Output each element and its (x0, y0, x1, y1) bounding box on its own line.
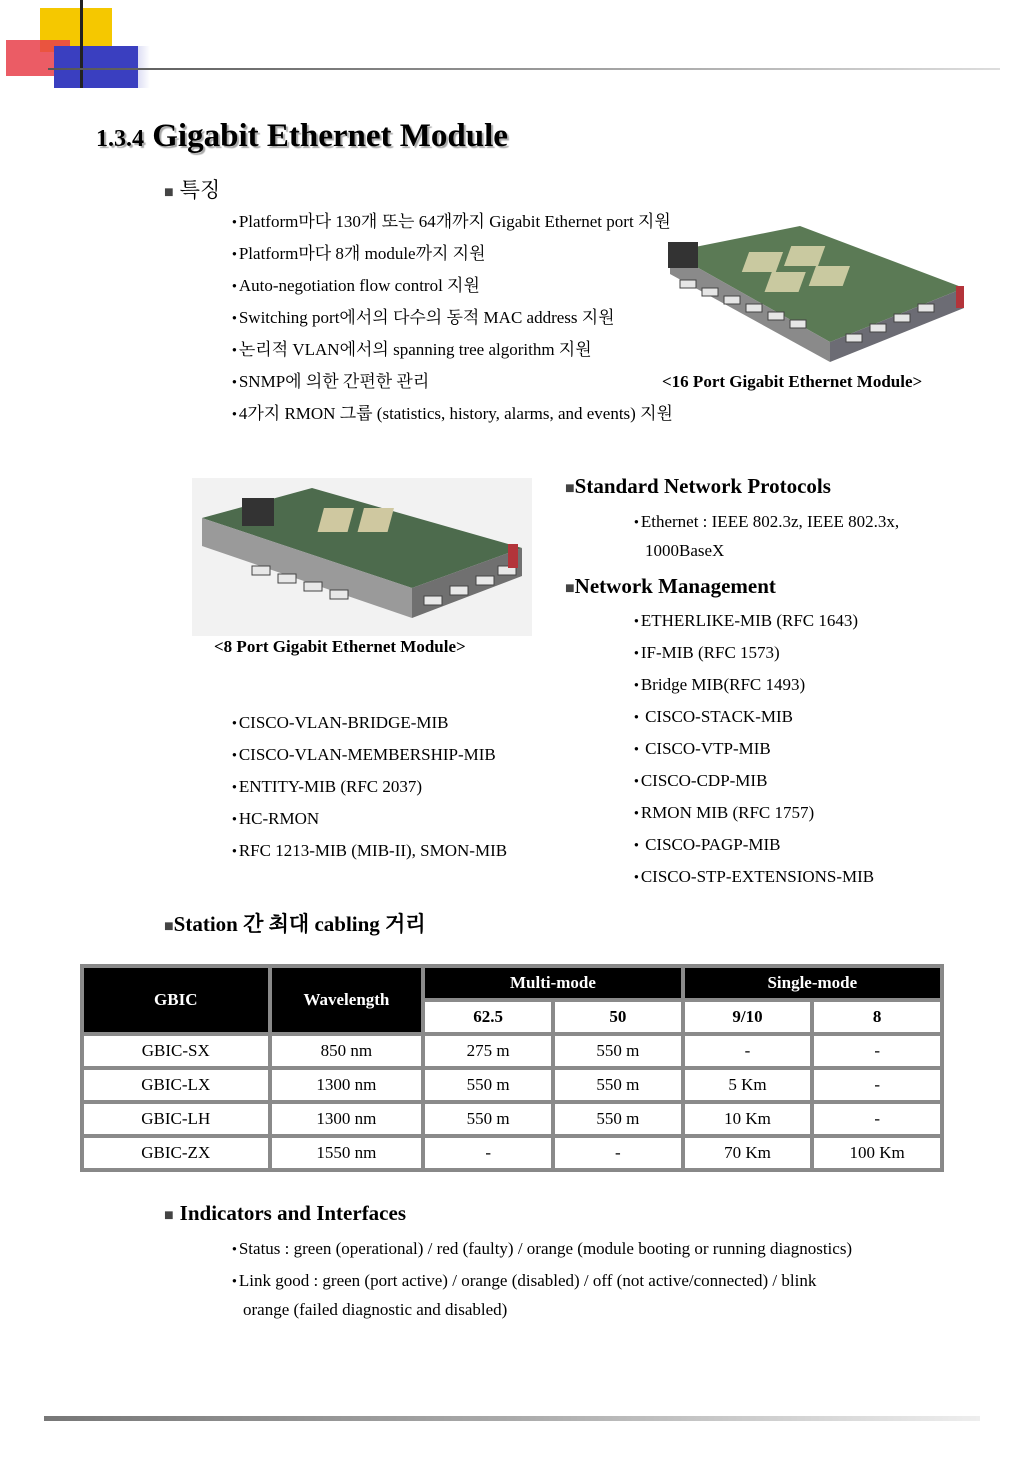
column-group-single-mode: Single-mode (683, 966, 942, 1000)
indicator-status: ● Status : green (operational) / red (faulty) / orange (module booting or running diagnostics) (232, 1239, 852, 1259)
header-decoration-fade (100, 46, 150, 88)
table-cell: 70 Km (683, 1136, 813, 1170)
table-cell: - (553, 1136, 683, 1170)
table-cell: 5 Km (683, 1068, 813, 1102)
cabling-heading: ■Station 간 최대 cabling 거리 (164, 912, 426, 936)
column-header-sub: 8 (812, 1000, 942, 1034)
feature-item: ● Switching port에서의 다수의 동적 MAC address 지원 (232, 308, 615, 328)
mib-item: ● CISCO-VTP-MIB (634, 739, 771, 759)
header-horizontal-rule (48, 68, 1000, 70)
table-cell: 850 nm (270, 1034, 424, 1068)
table-cell: - (812, 1102, 942, 1136)
protocol-item: ● Ethernet : IEEE 802.3z, IEEE 802.3x, (634, 512, 899, 532)
page-title (96, 118, 508, 155)
table-cell: 100 Km (812, 1136, 942, 1170)
feature-item: ● Auto-negotiation flow control 지원 (232, 276, 480, 296)
table-cell: 1300 nm (270, 1102, 424, 1136)
table-cell: - (423, 1136, 553, 1170)
square-bullet-icon: ■ (565, 480, 575, 497)
column-header-gbic: GBIC (82, 966, 270, 1034)
table-row (82, 1034, 942, 1068)
feature-item: ● 4가지 RMON 그룹 (statistics, history, alarms, and events) 지원 (232, 404, 673, 424)
table-cell: - (683, 1034, 813, 1068)
table-cell: 550 m (553, 1034, 683, 1068)
mib-item: ● ENTITY-MIB (RFC 2037) (232, 777, 422, 797)
protocols-heading: ■Standard Network Protocols (565, 474, 831, 498)
mib-item: ● RFC 1213-MIB (MIB-II), SMON-MIB (232, 841, 507, 861)
feature-item: ● Platform마다 130개 또는 64개까지 Gigabit Ethernet port 지원 (232, 212, 671, 232)
mib-item: ● CISCO-PAGP-MIB (634, 835, 781, 855)
module-8-port-image (192, 478, 532, 636)
management-heading: ■Network Management (565, 574, 776, 598)
mib-item: ● IF-MIB (RFC 1573) (634, 643, 780, 663)
table-row (82, 1102, 942, 1136)
table-cell: - (812, 1034, 942, 1068)
table-row (82, 1136, 942, 1170)
table-cell: - (812, 1068, 942, 1102)
features-heading: ■ 특징 (164, 178, 221, 202)
mib-item: ● RMON MIB (RFC 1757) (634, 803, 814, 823)
column-header-wavelength: Wavelength (270, 966, 424, 1034)
column-header-sub: 50 (553, 1000, 683, 1034)
indicator-link-good: ● Link good : green (port active) / orange (disabled) / off (not active/connected) / blink (232, 1271, 816, 1291)
mib-item: ● CISCO-CDP-MIB (634, 771, 767, 791)
mib-item: ● CISCO-VLAN-MEMBERSHIP-MIB (232, 745, 496, 765)
table-cell: 550 m (423, 1068, 553, 1102)
table-cell: GBIC-ZX (82, 1136, 270, 1170)
header-vertical-rule (80, 0, 83, 88)
square-bullet-icon: ■ (565, 580, 575, 597)
table-cell: 550 m (553, 1102, 683, 1136)
module-16-port-image (650, 222, 966, 368)
table-header-row (82, 966, 942, 1000)
table-cell: 550 m (553, 1068, 683, 1102)
mib-item: ● ETHERLIKE-MIB (RFC 1643) (634, 611, 858, 631)
section-title: Gigabit Ethernet Module (152, 118, 508, 154)
indicator-link-good-continuation: orange (failed diagnostic and disabled) (243, 1300, 508, 1319)
table-cell: GBIC-SX (82, 1034, 270, 1068)
column-group-multi-mode: Multi-mode (423, 966, 682, 1000)
protocol-item-continuation: 1000BaseX (645, 541, 725, 560)
mib-item: ● Bridge MIB(RFC 1493) (634, 675, 805, 695)
mib-item: ● CISCO-VLAN-BRIDGE-MIB (232, 713, 449, 733)
table-cell: 10 Km (683, 1102, 813, 1136)
table-cell: 550 m (423, 1102, 553, 1136)
table-cell: GBIC-LH (82, 1102, 270, 1136)
feature-item: ● SNMP에 의한 간편한 관리 (232, 372, 429, 392)
square-bullet-icon: ■ (164, 184, 174, 201)
feature-item: ● Platform마다 8개 module까지 지원 (232, 244, 486, 264)
column-header-sub: 9/10 (683, 1000, 813, 1034)
mib-item: ● CISCO-STACK-MIB (634, 707, 793, 727)
column-header-sub: 62.5 (423, 1000, 553, 1034)
table-cell: 1550 nm (270, 1136, 424, 1170)
feature-item: ● 논리적 VLAN에서의 spanning tree algorithm 지원 (232, 340, 592, 360)
table-cell: 1300 nm (270, 1068, 424, 1102)
cabling-distance-table (80, 964, 944, 1172)
indicators-heading: ■ Indicators and Interfaces (164, 1201, 406, 1225)
mib-item: ● HC-RMON (232, 809, 319, 829)
footer-rule (44, 1416, 980, 1421)
square-bullet-icon: ■ (164, 918, 174, 935)
table-row (82, 1068, 942, 1102)
table-cell: 275 m (423, 1034, 553, 1068)
mib-item: ● CISCO-STP-EXTENSIONS-MIB (634, 867, 874, 887)
module-8-caption: <8 Port Gigabit Ethernet Module> (214, 637, 466, 656)
table-cell: GBIC-LX (82, 1068, 270, 1102)
module-16-caption: <16 Port Gigabit Ethernet Module> (662, 372, 923, 391)
square-bullet-icon: ■ (164, 1207, 174, 1224)
section-number: 1.3.4 (96, 126, 144, 152)
